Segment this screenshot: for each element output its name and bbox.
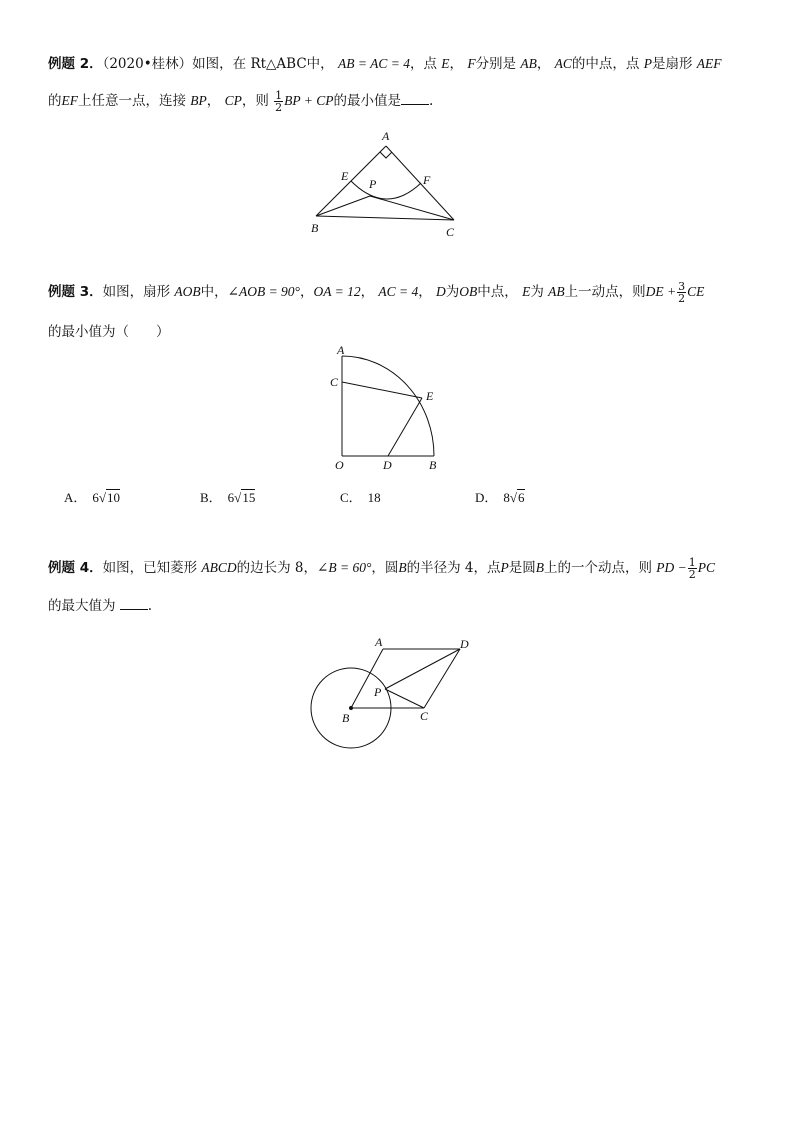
q2-fig-label-f: F	[423, 173, 431, 187]
q2-eq1: AB = AC = 4	[337, 56, 410, 71]
q3-ac: AC = 4	[378, 284, 419, 299]
q2-answer-blank[interactable]	[401, 92, 429, 105]
q4-angle: ∠B = 60°	[317, 560, 372, 575]
q4-text: 如图，已知菱形	[102, 560, 198, 576]
q2-segment-ab: AB	[520, 56, 537, 71]
q3-sector-aob: AOB	[174, 284, 201, 299]
q4-fraction	[688, 557, 697, 580]
q3-text: 为	[445, 284, 460, 300]
q2-side-bc	[316, 216, 454, 220]
q3-label: 例题 3．	[48, 284, 103, 300]
q3-segment-ce	[342, 382, 422, 398]
q2-source: （2020•桂林）	[102, 56, 193, 72]
q2-text: .	[429, 93, 434, 109]
q3-option-letter: D．	[475, 490, 498, 505]
q3-angle: ∠AOB = 90°	[227, 284, 300, 299]
q4-circle-b2: B	[535, 560, 544, 575]
q3-segment-de	[388, 398, 422, 456]
q3-line1	[48, 281, 704, 304]
q3-option-letter: C．	[340, 490, 362, 505]
q3-option-radicand: 10	[107, 490, 121, 505]
q3-ce: CE	[687, 284, 705, 299]
q2-segment-ac: AC	[554, 56, 572, 71]
q4-frac-num: 1	[688, 556, 696, 569]
q2-segment-cp	[370, 196, 454, 220]
q3-fig-label-o: O	[335, 458, 344, 472]
q2-line1	[48, 54, 722, 74]
q3-arc-ab: AB	[548, 284, 565, 299]
q3-option-b[interactable]: B． 6√15	[200, 490, 256, 505]
q3-oa: OA = 12	[313, 284, 361, 299]
q4-answer-blank[interactable]	[120, 597, 148, 610]
q2-fraction	[274, 90, 283, 113]
q4-text: .	[147, 598, 153, 614]
q4-text: ，圆	[371, 560, 399, 576]
q3-arc-ab-curve	[342, 356, 434, 456]
q2-label: 例题 2．	[48, 56, 103, 72]
q4-fig-label-a: A	[375, 635, 383, 649]
q4-side-dc	[424, 649, 460, 708]
q2-sector-aef: AEF	[696, 56, 722, 71]
q2-text: 的中点，点	[571, 56, 640, 72]
q3-option-coef: 6	[92, 490, 99, 505]
q4-rhombus-abcd: ABCD	[201, 560, 237, 575]
q2-side-ac	[386, 146, 454, 220]
q3-line2	[48, 322, 170, 342]
q4-text: 的边长为 8，	[236, 560, 318, 576]
q3-figure	[326, 342, 446, 476]
q2-fig-label-a: A	[382, 129, 390, 143]
q3-fraction	[677, 281, 686, 304]
q3-fig-label-a: A	[337, 343, 345, 357]
q4-center-dot	[349, 706, 353, 710]
q2-fig-label-e: E	[341, 169, 349, 183]
q2-point-f: F	[467, 56, 476, 71]
q2-frac-num: 1	[275, 89, 283, 102]
q3-fig-label-c: C	[330, 375, 339, 389]
q3-fig-label-e: E	[426, 389, 434, 403]
q3-text: 的最小值为（ ）	[48, 324, 170, 340]
q4-pd: PD −	[656, 560, 687, 575]
q3-option-radicand: 6	[518, 490, 525, 505]
q4-label: 例题 4．	[48, 560, 103, 576]
q2-segment-bp	[316, 196, 370, 216]
q2-cp: CP	[224, 93, 242, 108]
q4-line2	[48, 596, 152, 616]
q3-option-d[interactable]: D． 8√6	[475, 490, 525, 505]
q2-point-p: P	[643, 56, 652, 71]
q3-text: ，	[418, 284, 432, 300]
q2-expr: BP + CP	[284, 93, 334, 108]
q2-text: ，	[206, 93, 221, 109]
q4-frac-den: 2	[688, 568, 696, 581]
q2-text: 的	[48, 93, 62, 109]
q4-fig-label-d: D	[460, 637, 469, 651]
q2-text: 是扇形	[651, 56, 693, 72]
q3-option-radicand: 15	[242, 490, 256, 505]
q4-fig-label-p: P	[374, 685, 382, 699]
q3-de: DE +	[645, 284, 677, 299]
q2-text: ，	[449, 56, 464, 72]
q3-point-d: D	[436, 284, 446, 299]
q3-point-e: E	[522, 284, 531, 299]
q3-option-letter: B．	[200, 490, 222, 505]
q3-option-letter: A．	[64, 490, 87, 505]
q3-text: 为	[530, 284, 544, 300]
q4-pc: PC	[697, 560, 716, 575]
q3-ob: OB	[459, 284, 478, 299]
q3-text: 中，	[200, 284, 228, 300]
q2-fig-label-p: P	[369, 177, 377, 191]
q3-option-a[interactable]: A． 6√10	[64, 490, 121, 505]
q3-option-coef: 8	[503, 490, 510, 505]
q4-figure	[300, 632, 480, 756]
q2-text: 的最小值是	[333, 93, 402, 109]
q2-text: ，	[536, 56, 551, 72]
q3-text: ，	[360, 284, 375, 300]
q2-arc-ef: EF	[61, 93, 78, 108]
q3-frac-num: 3	[678, 280, 686, 293]
q2-right-angle-mark	[380, 152, 392, 158]
q2-frac-den: 2	[275, 101, 283, 114]
q3-text: 上一动点，则	[564, 284, 646, 300]
q4-text: 的半径为 4，点	[406, 560, 501, 576]
q2-text: 如图，在 Rt△ABC中，	[192, 56, 334, 72]
q4-text: 上的一个动点，则	[544, 560, 652, 576]
q4-text: 的最大值为	[48, 598, 116, 614]
q3-frac-den: 2	[678, 292, 686, 305]
q4-point-p: P	[500, 560, 509, 575]
q2-fig-label-c: C	[446, 225, 455, 239]
q2-fig-label-b: B	[311, 221, 319, 235]
q4-text: 是圆	[508, 560, 536, 576]
q2-point-e: E	[441, 56, 450, 71]
q2-arc-ef-curve	[351, 181, 421, 199]
q3-fig-label-b: B	[429, 458, 437, 472]
q3-option-coef: 18	[367, 490, 381, 505]
q2-text: 分别是	[475, 56, 517, 72]
q4-fig-label-b: B	[342, 711, 350, 725]
q3-text: ，	[299, 284, 314, 300]
q2-text: ，则	[241, 93, 269, 109]
q2-text: 上任意一点，连接	[78, 93, 186, 109]
q3-fig-label-d: D	[383, 458, 392, 472]
q3-option-coef: 6	[227, 490, 235, 505]
q2-text: ，点	[409, 56, 437, 72]
q3-text: 如图，扇形	[102, 284, 171, 300]
q3-text: 中点，	[477, 284, 518, 300]
q4-line1	[48, 557, 715, 580]
q4-circle-b: B	[398, 560, 407, 575]
q3-option-c[interactable]	[340, 487, 381, 506]
q4-fig-label-c: C	[420, 709, 429, 723]
q2-line2	[48, 90, 433, 113]
q2-bp: BP	[190, 93, 207, 108]
q2-figure	[300, 126, 470, 242]
q4-segment-pd	[385, 649, 460, 689]
